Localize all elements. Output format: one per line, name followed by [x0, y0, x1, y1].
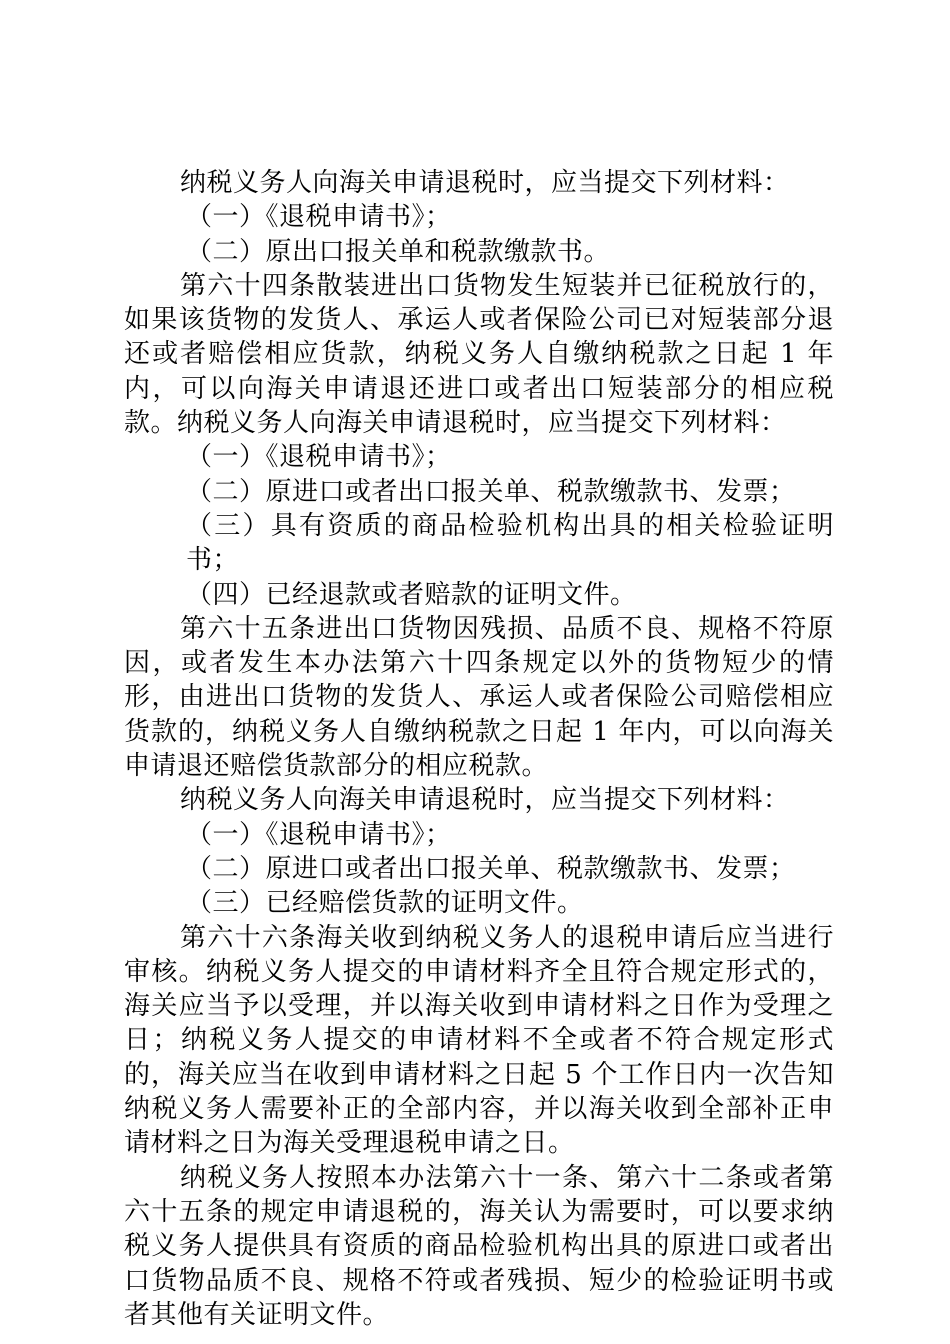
list-item-4: （二）原进口或者出口报关单、税款缴款书、发票；: [186, 476, 796, 507]
list-item-6: （四）已经退款或者赔款的证明文件。: [186, 579, 637, 610]
document-body: [124, 166, 834, 1332]
list-item-1: （一）《退税申请书》；: [186, 202, 452, 233]
list-item-2: （二）原出口报关单和税款缴款书。: [186, 236, 611, 267]
paragraph-materials: 纳税义务人向海关申请退税时，应当提交下列材料：: [180, 785, 790, 816]
list-item-5: （三）具有资质的商品检验机构出具的相关检验证明书；: [186, 510, 834, 576]
paragraph-1: 纳税义务人向海关申请退税时，应当提交下列材料：: [180, 168, 790, 198]
article-64-paragraph: 第六十四条散装进出口货物发生短装并已征税放行的，如果该货物的发货人、承运人或者保险公司已对短装部分退还或者赔偿相应货款，纳税义务人自缴纳税款之日起 1 年内，可以向海关申请退还进口或者出口短装部分的相应税款。纳税义务人向海关申请退税时，应当提交下列材料：: [124, 270, 834, 439]
list-item-9: （三）已经赔偿货款的证明文件。: [186, 888, 584, 919]
list-item-7: （一）《退税申请书》；: [186, 819, 452, 850]
final-paragraph: 纳税义务人按照本办法第六十一条、第六十二条或者第六十五条的规定申请退税的，海关认为需要时，可以要求纳税义务人提供具有资质的商品检验机构出具的原进口或者出口货物品质不良、规格不符或者残损、短少的检验证明书或者其他有关证明文件。: [124, 1162, 834, 1330]
list-item-8: （二）原进口或者出口报关单、税款缴款书、发票；: [186, 853, 796, 884]
article-65-paragraph: 第六十五条进出口货物因残损、品质不良、规格不符原因，或者发生本办法第六十四条规定以外的货物短少的情形，由进出口货物的发货人、承运人或者保险公司赔偿相应货款的，纳税义务人自缴纳税款之日起 1 年内，可以向海关申请退还赔偿货款部分的相应税款。: [124, 613, 834, 782]
article-66-paragraph: 第六十六条海关收到纳税义务人的退税申请后应当进行审核。纳税义务人提交的申请材料齐全且符合规定形式的，海关应当予以受理，并以海关收到申请材料之日作为受理之日；纳税义务人提交的申请材料不全或者不符合规定形式的，海关应当在收到申请材料之日起 5 个工作日内一次告知纳税义务人需要补正的全部内容，并以海关收到全部补正申请材料之日为海关受理退税申请之日。: [124, 922, 834, 1159]
list-item-3: （一）《退税申请书》；: [186, 442, 452, 473]
